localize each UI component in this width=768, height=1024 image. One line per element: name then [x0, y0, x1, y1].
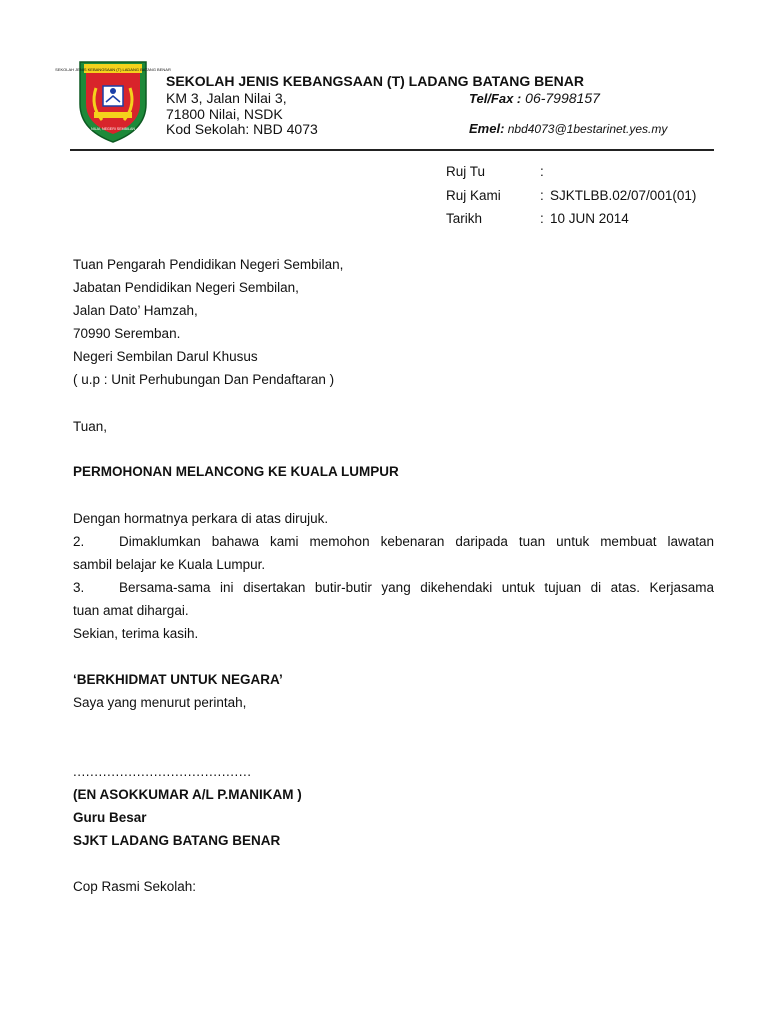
- motto: ‘BERKHIDMAT UNTUK NEGARA’: [73, 672, 283, 687]
- ref-value: SJKTLBB.02/07/001(01): [550, 188, 697, 203]
- ref-label: Ruj Kami: [446, 188, 501, 203]
- letterhead-divider: [70, 149, 714, 151]
- paragraph-number: 3.: [73, 580, 85, 595]
- recipient-line: ( u.p : Unit Perhubungan Dan Pendaftaran ): [73, 372, 335, 387]
- signatory-name: (EN ASOKKUMAR A/L P.MANIKAM ): [73, 787, 302, 802]
- paragraph-3-line-2: tuan amat dihargai.: [73, 603, 189, 618]
- ref-colon: :: [540, 211, 544, 226]
- recipient-line: Tuan Pengarah Pendidikan Negeri Sembilan,: [73, 257, 344, 272]
- svg-text:SEKOLAH JENIS KEBANGSAAN (T) L: SEKOLAH JENIS KEBANGSAAN (T) LADANG BATANG BENAR: [55, 67, 171, 72]
- school-code: Kod Sekolah: NBD 4073: [166, 121, 318, 137]
- paragraph-3-line-1: [73, 580, 714, 595]
- paragraph-2-line-1: [73, 534, 714, 549]
- closing-line: Sekian, terima kasih.: [73, 626, 199, 641]
- ref-colon: :: [540, 188, 544, 203]
- tel-fax-label: Tel/Fax :: [469, 91, 522, 106]
- recipient-line: 70990 Seremban.: [73, 326, 181, 341]
- ref-label: Tarikh: [446, 211, 483, 226]
- paragraph-text: Dimaklumkan bahawa kami memohon kebenaran daripada tuan untuk membuat lawatan: [119, 534, 714, 549]
- signatory-school: SJKT LADANG BATANG BENAR: [73, 833, 281, 848]
- recipient-line: Negeri Sembilan Darul Khusus: [73, 349, 258, 364]
- school-name: SEKOLAH JENIS KEBANGSAAN (T) LADANG BATANG BENAR: [166, 73, 584, 89]
- address-line-1: KM 3, Jalan Nilai 3,: [166, 90, 287, 106]
- tel-fax: [469, 90, 600, 107]
- email-value: nbd4073@1bestarinet.yes.my: [504, 122, 668, 136]
- recipient-line: Jabatan Pendidikan Negeri Sembilan,: [73, 280, 299, 295]
- tel-fax-value: 06-7998157: [521, 90, 600, 106]
- email: [469, 121, 667, 136]
- official-stamp-label: Cop Rasmi Sekolah:: [73, 879, 197, 894]
- paragraph-text: Bersama-sama ini disertakan butir-butir yang dikehendaki untuk tujuan di atas. Kerjasama: [119, 580, 714, 595]
- salutation: Tuan,: [73, 419, 108, 434]
- paragraph-2-line-2: sambil belajar ke Kuala Lumpur.: [73, 557, 266, 572]
- ref-colon: :: [540, 164, 544, 179]
- address-line-2: 71800 Nilai, NSDK: [166, 106, 283, 122]
- ref-value: 10 JUN 2014: [550, 211, 629, 226]
- svg-text:NILAI, NEGERI SEMBILAN: NILAI, NEGERI SEMBILAN: [91, 127, 135, 131]
- subject-heading: PERMOHONAN MELANCONG KE KUALA LUMPUR: [73, 464, 399, 479]
- recipient-line: Jalan Dato’ Hamzah,: [73, 303, 198, 318]
- signatory-title: Guru Besar: [73, 810, 147, 825]
- ref-label: Ruj Tu: [446, 164, 486, 179]
- signature-line: ..........................................: [73, 764, 252, 779]
- school-crest-logo: [55, 58, 171, 144]
- paragraph-number: 2.: [73, 534, 85, 549]
- email-label: Emel:: [469, 121, 505, 136]
- body-opening: Dengan hormatnya perkara di atas dirujuk.: [73, 511, 329, 526]
- sign-off: Saya yang menurut perintah,: [73, 695, 247, 710]
